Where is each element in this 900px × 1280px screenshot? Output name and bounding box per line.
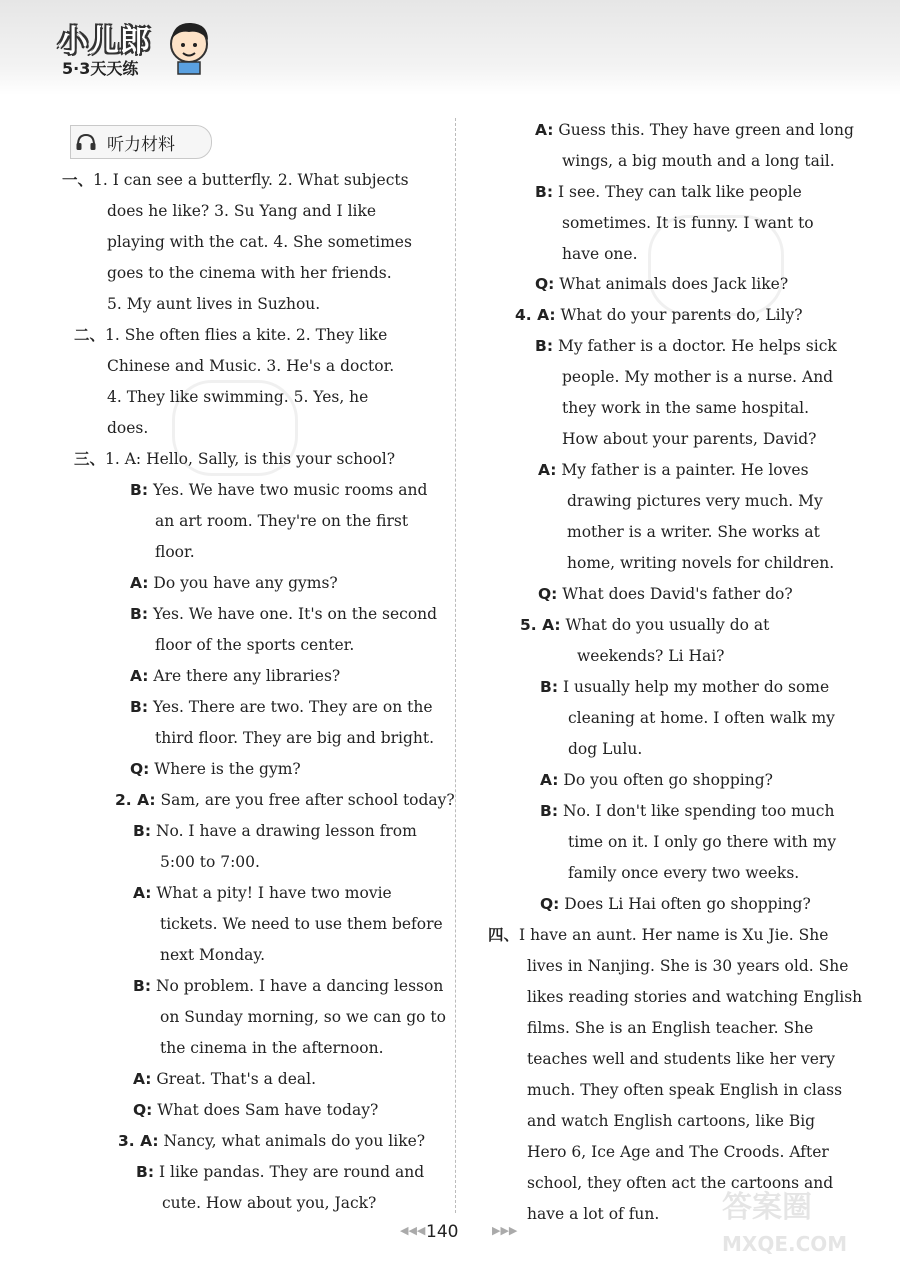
line-text: Chinese and Music. 3. He's a doctor. (107, 357, 395, 375)
line-marker: B: (540, 678, 559, 696)
text-line (540, 894, 811, 914)
line-marker: B: (130, 605, 149, 623)
text-line (527, 1111, 815, 1131)
column-divider (455, 118, 456, 1213)
text-line (488, 925, 828, 945)
text-line (107, 232, 412, 252)
section-heading (70, 125, 212, 159)
line-text: No. I don't like spending too much (558, 802, 835, 820)
line-marker: B: (535, 183, 554, 201)
text-line (155, 542, 195, 562)
text-line (535, 120, 854, 140)
line-text: floor of the sports center. (155, 636, 355, 654)
line-text: Great. That's a deal. (151, 1070, 317, 1088)
line-text: much. They often speak English in class (527, 1081, 843, 1099)
line-text: What do your parents do, Lily? (555, 306, 803, 324)
line-text: floor. (155, 543, 195, 561)
line-marker: 二、 (74, 326, 106, 344)
line-marker: B: (136, 1163, 155, 1181)
text-line (107, 201, 376, 221)
text-line (520, 615, 769, 635)
line-marker: A: (538, 461, 557, 479)
text-line (538, 460, 809, 480)
text-line (115, 790, 455, 810)
text-line (133, 821, 417, 841)
line-marker: Q: (540, 895, 560, 913)
line-marker: A: (535, 121, 554, 139)
line-text: I see. They can talk like people (553, 183, 802, 201)
text-line (567, 522, 820, 542)
line-text: cute. How about you, Jack? (162, 1194, 377, 1212)
line-text: mother is a writer. She works at (567, 523, 820, 541)
text-line (133, 1069, 316, 1089)
line-text: 1. A: Hello, Sally, is this your school? (105, 450, 396, 468)
line-marker: B: (133, 822, 152, 840)
text-line (562, 244, 638, 264)
text-line (130, 666, 340, 686)
line-text: Yes. We have one. It's on the second (148, 605, 438, 623)
text-line (130, 480, 427, 500)
line-marker: A: (130, 574, 149, 592)
line-text: Guess this. They have green and long (553, 121, 854, 139)
text-line (160, 1007, 446, 1027)
text-line (160, 852, 260, 872)
line-text: wings, a big mouth and a long tail. (562, 152, 835, 170)
page-footer (0, 1218, 900, 1248)
line-text: have a lot of fun. (527, 1205, 660, 1223)
line-marker: 3. A: (118, 1132, 159, 1150)
text-line (107, 294, 320, 314)
line-text: Do you have any gyms? (148, 574, 338, 592)
text-line (567, 553, 834, 573)
logo-title: 小儿郎 (58, 24, 151, 59)
brand-logo (56, 14, 216, 84)
line-text: and watch English cartoons, like Big (527, 1112, 816, 1130)
line-text: tickets. We need to use them before (160, 915, 443, 933)
text-line (538, 584, 793, 604)
text-line (133, 976, 443, 996)
text-line (515, 305, 803, 325)
section-title: 听力材料 (107, 135, 175, 155)
text-line (130, 604, 437, 624)
line-marker: A: (133, 884, 152, 902)
line-text: does he like? 3. Su Yang and I like (107, 202, 377, 220)
text-line (527, 956, 848, 976)
line-marker: Q: (130, 760, 150, 778)
line-marker: Q: (133, 1101, 153, 1119)
line-marker: A: (133, 1070, 152, 1088)
line-text: Hero 6, Ice Age and The Croods. After (527, 1143, 829, 1161)
line-text: Yes. We have two music rooms and (148, 481, 428, 499)
line-text: No problem. I have a dancing lesson (151, 977, 444, 995)
line-text: My father is a doctor. He helps sick (553, 337, 837, 355)
line-text: What do you usually do at (560, 616, 770, 634)
line-text: What animals does Jack like? (554, 275, 789, 293)
line-marker: 四、 (488, 926, 520, 944)
line-marker: 5. A: (520, 616, 561, 634)
text-line (568, 739, 642, 759)
headphones-icon (75, 132, 97, 152)
text-line (136, 1162, 424, 1182)
line-marker: 一、 (62, 171, 94, 189)
line-text: Nancy, what animals do you like? (158, 1132, 426, 1150)
text-line (540, 770, 773, 790)
text-line (107, 418, 148, 438)
line-text: home, writing novels for children. (567, 554, 835, 572)
line-marker: B: (535, 337, 554, 355)
text-line (74, 325, 387, 345)
text-line (535, 182, 802, 202)
text-line (527, 1142, 829, 1162)
logo-subtitle: 5·3天天练 (62, 59, 139, 78)
line-text: have one. (562, 245, 638, 263)
line-marker: A: (540, 771, 559, 789)
line-text: Do you often go shopping? (558, 771, 773, 789)
line-text: Does Li Hai often go shopping? (559, 895, 811, 913)
text-line (535, 274, 788, 294)
line-marker: A: (130, 667, 149, 685)
line-text: lives in Nanjing. She is 30 years old. She (527, 957, 849, 975)
text-line (130, 573, 338, 593)
line-text: What does David's father do? (557, 585, 793, 603)
line-text: 1. I can see a butterfly. 2. What subjects (93, 171, 409, 189)
line-text: 5. My aunt lives in Suzhou. (107, 295, 321, 313)
text-line (562, 398, 809, 418)
line-text: I like pandas. They are round and (154, 1163, 425, 1181)
text-line (107, 263, 392, 283)
text-line (160, 945, 265, 965)
watermark-logo: 答案圈 MXQE.COM (722, 1190, 848, 1256)
line-text: weekends? Li Hai? (577, 647, 725, 665)
text-line (130, 759, 301, 779)
line-marker: B: (540, 802, 559, 820)
text-line (527, 987, 862, 1007)
line-text: goes to the cinema with her friends. (107, 264, 392, 282)
line-text: likes reading stories and watching English (527, 988, 863, 1006)
text-line (568, 832, 836, 852)
line-text: My father is a painter. He loves (556, 461, 809, 479)
text-line (540, 801, 834, 821)
cartoon-boy-icon (164, 16, 214, 76)
line-text: next Monday. (160, 946, 266, 964)
text-line (155, 728, 434, 748)
text-line (567, 491, 823, 511)
text-line (62, 170, 409, 190)
line-text: 5:00 to 7:00. (160, 853, 260, 871)
text-line (568, 708, 835, 728)
text-line (540, 677, 829, 697)
text-line (155, 511, 408, 531)
text-line (162, 1193, 376, 1213)
text-line (577, 646, 724, 666)
text-line (160, 1038, 384, 1058)
text-line (562, 429, 816, 449)
line-text: I usually help my mother do some (558, 678, 830, 696)
text-line (562, 367, 833, 387)
line-marker: B: (130, 481, 149, 499)
text-line (133, 1100, 378, 1120)
text-line (562, 213, 814, 233)
arrow-right-icon: ▶▶▶ (492, 1224, 518, 1237)
line-text: Are there any libraries? (148, 667, 341, 685)
text-line (74, 449, 395, 469)
line-text: 1. She often flies a kite. 2. They like (105, 326, 388, 344)
text-line (155, 635, 354, 655)
line-text: does. (107, 419, 149, 437)
line-marker: B: (133, 977, 152, 995)
line-text: How about your parents, David? (562, 430, 817, 448)
text-line (535, 336, 837, 356)
line-text: 4. They like swimming. 5. Yes, he (107, 388, 369, 406)
line-text: sometimes. It is funny. I want to (562, 214, 814, 232)
line-marker: Q: (535, 275, 555, 293)
text-line (160, 914, 443, 934)
line-text: What does Sam have today? (152, 1101, 379, 1119)
text-line (133, 883, 392, 903)
arrow-left-icon: ◀◀◀ (400, 1224, 426, 1237)
text-line (568, 863, 799, 883)
line-text: people. My mother is a nurse. And (562, 368, 834, 386)
line-text: an art room. They're on the first (155, 512, 409, 530)
line-text: films. She is an English teacher. She (527, 1019, 814, 1037)
line-marker: Q: (538, 585, 558, 603)
line-text: dog Lulu. (568, 740, 643, 758)
line-text: cleaning at home. I often walk my (568, 709, 835, 727)
line-text: third floor. They are big and bright. (155, 729, 435, 747)
line-marker: 三、 (74, 450, 106, 468)
line-text: playing with the cat. 4. She sometimes (107, 233, 412, 251)
line-marker: 2. A: (115, 791, 156, 809)
line-text: teaches well and students like her very (527, 1050, 836, 1068)
line-text: I have an aunt. Her name is Xu Jie. She (519, 926, 829, 944)
line-text: family once every two weeks. (568, 864, 800, 882)
line-text: the cinema in the afternoon. (160, 1039, 384, 1057)
line-text: time on it. I only go there with my (568, 833, 837, 851)
line-marker: B: (130, 698, 149, 716)
line-text: Yes. There are two. They are on the (148, 698, 433, 716)
line-marker: 4. A: (515, 306, 556, 324)
line-text: on Sunday morning, so we can go to (160, 1008, 446, 1026)
line-text: school, they often act the cartoons and (527, 1174, 834, 1192)
text-line (527, 1018, 813, 1038)
text-line (527, 1080, 842, 1100)
page-number: 140 (426, 1222, 459, 1242)
line-text: they work in the same hospital. (562, 399, 810, 417)
text-line (527, 1049, 835, 1069)
line-text: Where is the gym? (149, 760, 301, 778)
text-line (130, 697, 433, 717)
line-text: What a pity! I have two movie (151, 884, 392, 902)
text-line (118, 1131, 425, 1151)
text-line (562, 151, 835, 171)
text-line (107, 387, 368, 407)
line-text: No. I have a drawing lesson from (151, 822, 417, 840)
line-text: Sam, are you free after school today? (155, 791, 455, 809)
text-line (107, 356, 394, 376)
line-text: drawing pictures very much. My (567, 492, 823, 510)
